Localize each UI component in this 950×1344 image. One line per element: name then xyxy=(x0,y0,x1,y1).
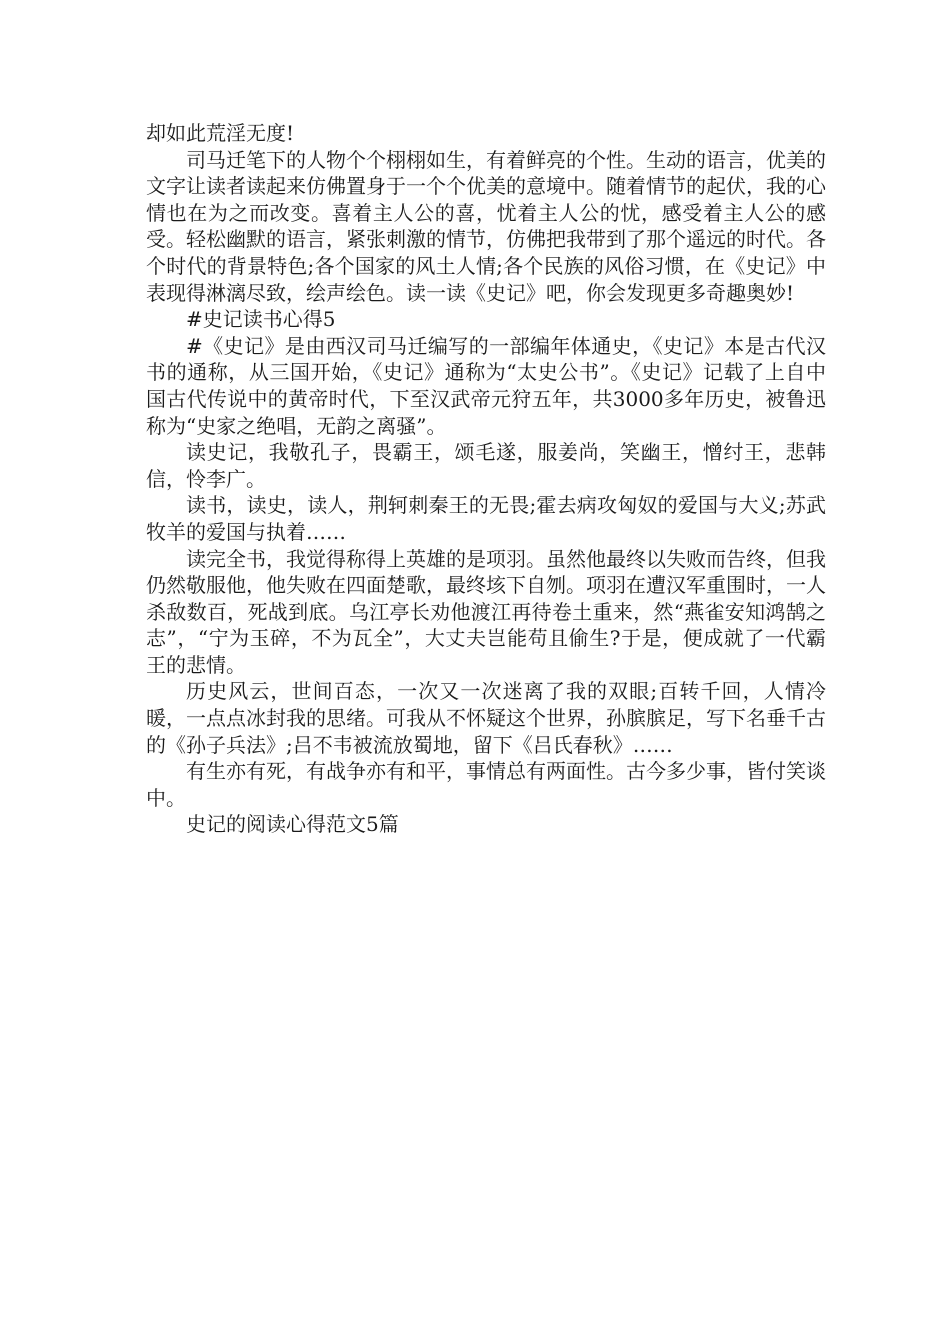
paragraph-xiang-yu: 读完全书，我觉得称得上英雄的是项羽。虽然他最终以失败而告终，但我仍然敬服他，他失败在四面楚歌，最终垓下自刎。项羽在遭汉军重围时，一人杀敌数百，死战到底。乌江亭长劝他渡江再待卷土重来，然“燕雀安知鸿鹄之志”，“宁为玉碎，不为瓦全”，大丈夫岂能苟且偷生?于是，便成就了一代霸王的悲情。 xyxy=(146,546,826,677)
paragraph-history: 历史风云，世间百态，一次又一次迷离了我的双眼;百转千回，人情冷暖，一点点冰封我的思绪。可我从不怀疑这个世界，孙膑膑足，写下名垂千古的《孙子兵法》;吕不韦被流放蜀地，留下《吕氏春秋》…… xyxy=(146,679,826,757)
document-body xyxy=(146,120,826,838)
paragraph-intro: #《史记》是由西汉司马迁编写的一部编年体通史，《史记》本是古代汉书的通称，从三国开始，《史记》通称为“太史公书”。《史记》记载了上自中国古代传说中的黄帝时代，下至汉武帝元狩五年，共3000多年历史，被鲁迅称为“史家之绝唱，无韵之离骚”。 xyxy=(146,333,826,438)
paragraph-closing-line: 却如此荒淫无度! xyxy=(146,121,295,145)
paragraph-characters: 司马迁笔下的人物个个栩栩如生，有着鲜亮的个性。生动的语言，优美的文字让读者读起来仿佛置身于一个个优美的意境中。随着情节的起伏，我的心情也在为之而改变。喜着主人公的喜，忧着主人公的忧，感受着主人公的感受。轻松幽默的语言，紧张刺激的情节，仿佛把我带到了那个遥远的时代。各个时代的背景特色;各个国家的风土人情;各个民族的风俗习惯，在《史记》中表现得淋漓尽致，绘声绘色。读一读《史记》吧，你会发现更多奇趣奥妙! xyxy=(146,147,826,305)
paragraph-conclusion: 有生亦有死，有战争亦有和平，事情总有两面性。古今多少事，皆付笑谈中。 xyxy=(146,759,826,810)
section-heading: #史记读书心得5 xyxy=(186,307,336,332)
paragraph-books: 读书，读史，读人，荆轲刺秦王的无畏;霍去病攻匈奴的爱国与大义;苏武牧羊的爱国与执着…… xyxy=(146,493,826,544)
document-footer-title: 史记的阅读心得范文5篇 xyxy=(186,812,399,837)
paragraph-reading: 读史记，我敬孔子，畏霸王，颂毛遂，服姜尚，笑幽王，憎纣王，悲韩信，怜李广。 xyxy=(146,440,826,491)
